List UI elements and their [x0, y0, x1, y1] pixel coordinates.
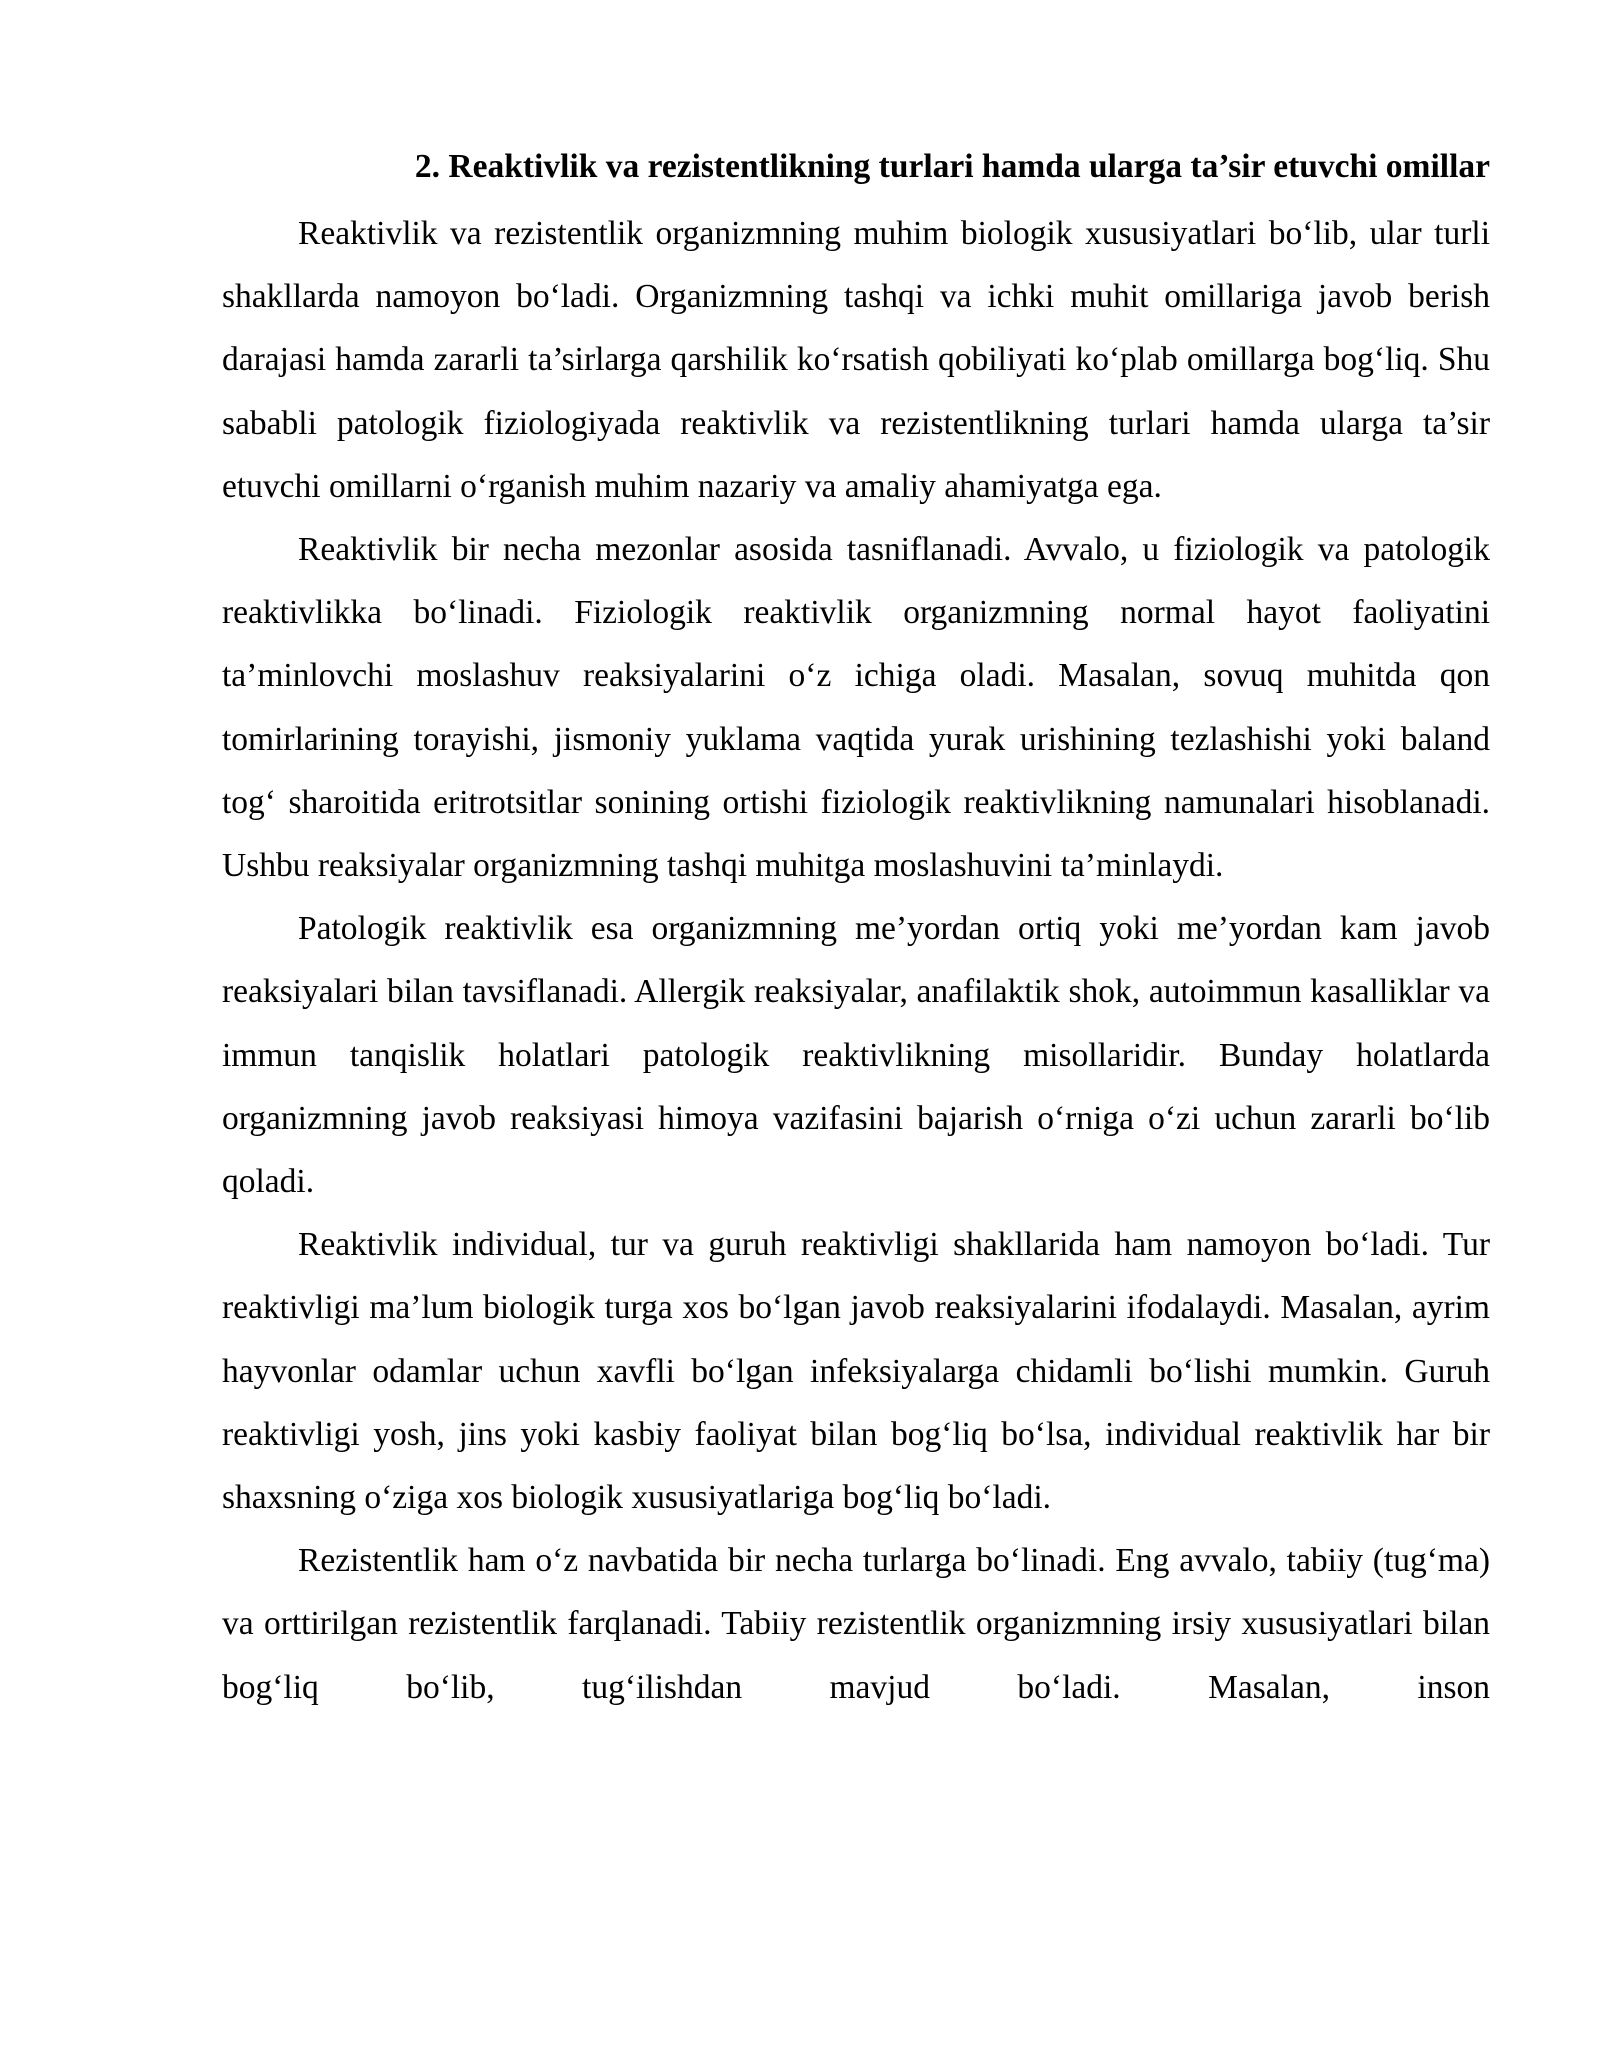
paragraph-intro: Reaktivlik va rezistentlik organizmning muhim biologik xususiyatlari bo‘lib, ular turli shakllarda namoyon bo‘ladi. Organizmning tashqi va ichki muhit omillariga javob berish darajasi hamda zararli ta’sirlarga qarshilik ko‘rsatish qobiliyati ko‘plab omillarga bog‘liq. Shu sababli patologik fiziologiyada reaktivlik va rezistentlikning turlari hamda ularga ta’sir etuvchi omillarni o‘rganish muhim nazariy va amaliy ahamiyatga ega.	[222, 215, 1490, 505]
section-heading: 2. Reaktivlik va rezistentlikning turlari hamda ularga ta’sir etuvchi omillar	[414, 148, 1490, 185]
paragraph-resistance-types: Rezistentlik ham o‘z navbatida bir necha turlarga bo‘linadi. Eng avvalo, tabiiy (tug‘ma) va orttirilgan rezistentlik farqlanadi. Tabiiy rezistentlik organizmning irsiy xususiyatlari bilan bog‘liq bo‘lib, tug‘ilishdan mavjud bo‘ladi. Masalan, inson	[222, 1542, 1490, 1706]
paragraph-reactivity-classification: Reaktivlik bir necha mezonlar asosida tasniflanadi. Avvalo, u fiziologik va patologik reaktivlikka bo‘linadi. Fiziologik reaktivlik organizmning normal hayot faoliyatini ta’minlovchi moslashuv reaksiyalarini o‘z ichiga oladi. Masalan, sovuq muhitda qon tomirlarining torayishi, jismoniy yuklama vaqtida yurak urishining tezlashishi yoki baland tog‘ sharoitida eritrotsitlar sonining ortishi fiziologik reaktivlikning namunalari hisoblanadi. Ushbu reaksiyalar organizmning tashqi muhitga moslashuvini ta’minlaydi.	[222, 531, 1490, 885]
document-body	[222, 146, 1490, 1719]
paragraph-reactivity-forms: Reaktivlik individual, tur va guruh reaktivligi shakllarida ham namoyon bo‘ladi. Tur reaktivligi ma’lum biologik turga xos bo‘lgan javob reaksiyalarini ifodalaydi. Masalan, ayrim hayvonlar odamlar uchun xavfli bo‘lgan infeksiyalarga chidamli bo‘lishi mumkin. Guruh reaktivligi yosh, jins yoki kasbiy faoliyat bilan bog‘liq bo‘lsa, individual reaktivlik har bir shaxsning o‘ziga xos biologik xususiyatlariga bog‘liq bo‘ladi.	[222, 1226, 1490, 1517]
paragraph-pathological-reactivity: Patologik reaktivlik esa organizmning me’yordan ortiq yoki me’yordan kam javob reaksiyalari bilan tavsiflanadi. Allergik reaksiyalar, anafilaktik shok, autoimmun kasalliklar va immun tanqislik holatlari patologik reaktivlikning misollaridir. Bunday holatlarda organizmning javob reaksiyasi himoya vazifasini bajarish o‘rniga o‘zi uchun zararli bo‘lib qoladi.	[222, 910, 1490, 1201]
